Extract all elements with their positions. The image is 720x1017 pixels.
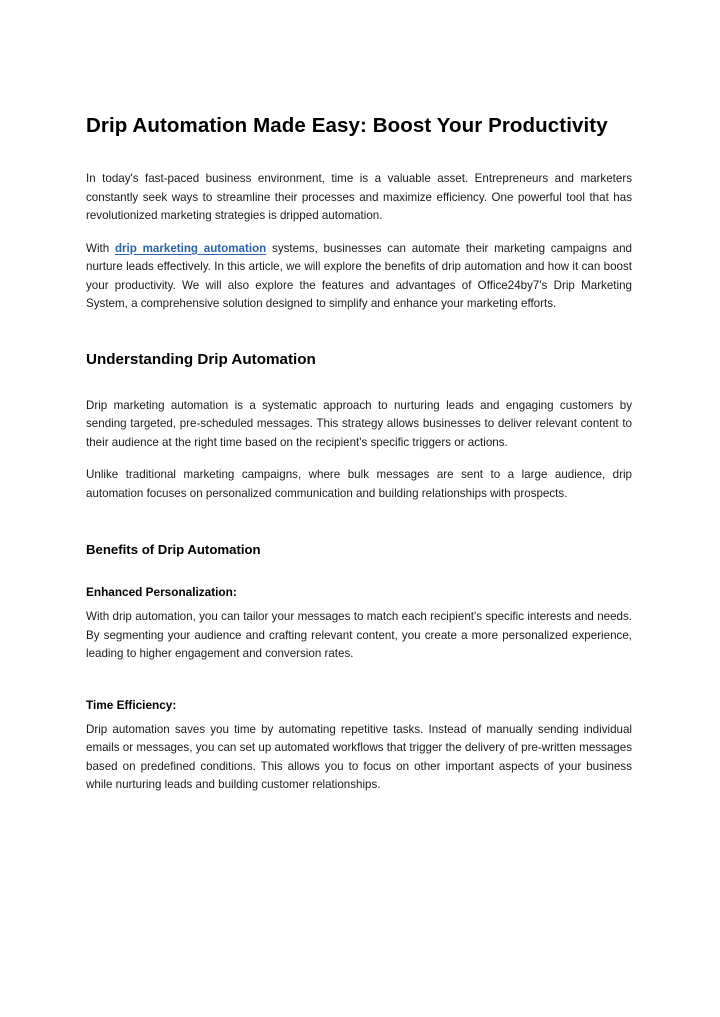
spacer: [86, 226, 632, 240]
link-paragraph: [86, 240, 632, 314]
drip-marketing-automation-link[interactable]: drip marketing automation: [114, 241, 267, 255]
subsection-paragraph: With drip automation, you can tailor your messages to match each recipient's specific interests and needs. By segmenting your audience and crafting relevant content, you create a more personalized experience, leading to higher engagement and conversion rates.: [86, 610, 632, 660]
spacer: [86, 452, 632, 466]
link-paragraph-after-text: systems, businesses can automate their marketing campaigns and nurture leads effectively. In this article, we will explore the benefits of drip automation and how it can boost your productivity. We will also explore the features and advantages of Office24by7's Drip Marketing System, a comprehensive solution designed to simplify and enhance your marketing efforts.: [86, 241, 632, 310]
spacer: [86, 141, 632, 170]
spacer: [86, 503, 632, 541]
spacer: [86, 314, 632, 350]
link-paragraph-before-text: With: [86, 241, 115, 255]
subheading-time-efficiency: Time Efficiency:: [86, 697, 177, 712]
section-paragraph: Unlike traditional marketing campaigns, where bulk messages are sent to a large audience, drip automation focuses on personalized communication and building relationships with prospects.: [86, 468, 632, 500]
spacer: [86, 558, 632, 584]
spacer: [86, 664, 632, 697]
section-heading-understanding-drip-automation: Understanding Drip Automation: [86, 350, 316, 368]
section-heading-benefits-of-drip-automation: Benefits of Drip Automation: [86, 542, 261, 557]
subsection-paragraph: Drip automation saves you time by automating repetitive tasks. Instead of manually sending individual emails or messages, you can set up automated workflows that trigger the delivery of pre-written messages based on predefined conditions. This allows you to focus on other important aspects of your business while nurturing leads and building customer relationships.: [86, 722, 632, 791]
spacer: [86, 369, 632, 397]
document-content: [86, 110, 632, 795]
section-paragraph: Drip marketing automation is a systematic approach to nurturing leads and engaging customers by sending targeted, pre-scheduled messages. This strategy allows businesses to deliver relevant content to their audience at the right time based on the recipient's specific triggers or actions.: [86, 398, 632, 449]
subheading-enhanced-personalization: Enhanced Personalization:: [86, 585, 237, 599]
spacer: [86, 600, 632, 608]
spacer: [86, 713, 632, 721]
intro-paragraph: In today's fast-paced business environment, time is a valuable asset. Entrepreneurs and marketers constantly seek ways to streamline their processes and maximize efficiency. One powerful tool that has revolutionized marketing strategies is dripped automation.: [86, 172, 632, 222]
page-title: Drip Automation Made Easy: Boost Your Productivity: [86, 114, 608, 137]
